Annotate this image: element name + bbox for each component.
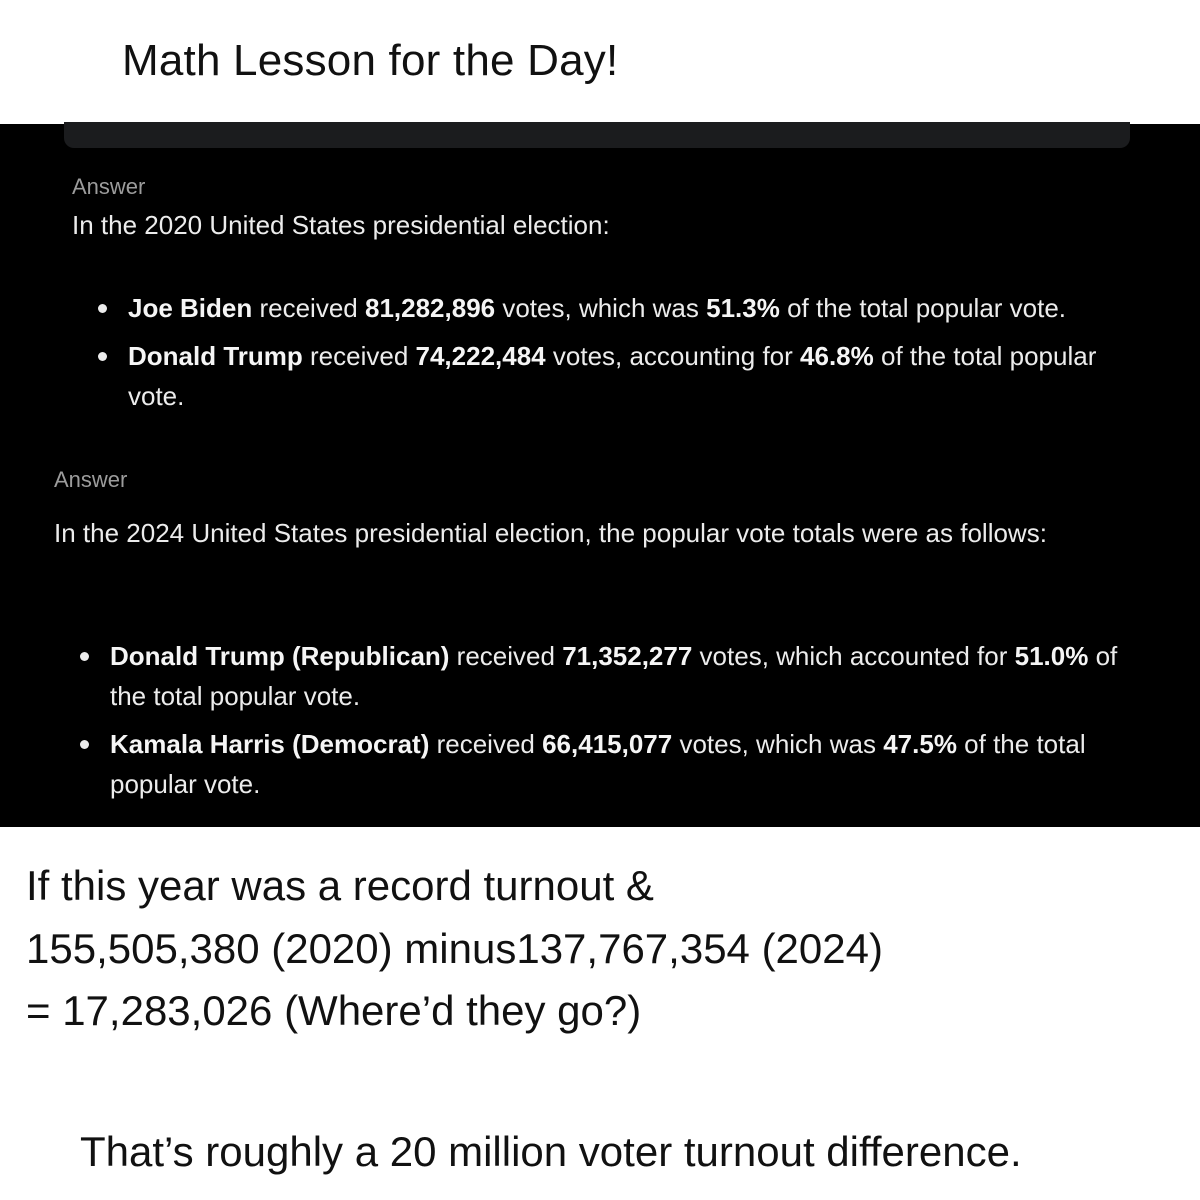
vote-count: 71,352,277	[562, 641, 693, 671]
answer-list	[78, 636, 1138, 812]
bullet-icon	[80, 652, 89, 661]
bullet-icon	[98, 352, 107, 361]
text: received	[302, 341, 416, 371]
candidate-name: Kamala Harris (Democrat)	[110, 729, 430, 759]
list-item	[96, 336, 1126, 416]
text: received	[429, 729, 543, 759]
answer-panel-2020	[0, 124, 1200, 494]
answer-label-cropped: Answer	[54, 467, 128, 492]
answer-label: Answer	[72, 174, 146, 199]
text: of the total popular vote.	[110, 729, 1086, 799]
vote-percent: 51.3%	[706, 293, 780, 323]
bullet-icon	[98, 304, 107, 313]
text: votes, which accounted for	[692, 641, 1015, 671]
answer-panel-2024	[0, 467, 1200, 827]
text: of the total popular vote.	[128, 341, 1097, 411]
text: of the total popular vote.	[779, 293, 1067, 323]
text: received	[449, 641, 563, 671]
vote-count: 81,282,896	[364, 293, 496, 323]
list-item	[78, 636, 1138, 716]
vote-percent: 51.0%	[1014, 641, 1089, 671]
answer-intro: In the 2024 United States presidential election, the popular vote totals were as follows:	[54, 518, 1047, 548]
answer-intro: In the 2020 United States presidential election:	[72, 210, 610, 240]
vote-count: 74,222,484	[415, 341, 546, 371]
vote-percent: 47.5%	[883, 729, 957, 759]
vote-percent: 46.8%	[800, 341, 874, 371]
candidate-name: Donald Trump (Republican)	[110, 641, 450, 671]
note-line: If this year was a record turnout &	[26, 862, 654, 909]
candidate-name: Joe Biden	[128, 293, 253, 323]
page-title: Math Lesson for the Day!	[122, 36, 619, 85]
candidate-name: Donald Trump	[128, 341, 303, 371]
answer-list	[96, 288, 1126, 424]
vote-count: 66,415,077	[542, 729, 673, 759]
bullet-icon	[80, 740, 89, 749]
note-line: = 17,283,026 (Where’d they go?)	[26, 987, 642, 1034]
list-item	[96, 288, 1126, 328]
text: votes, which was	[672, 729, 884, 759]
text: of the total popular vote.	[110, 641, 1118, 711]
footer-note: That’s roughly a 20 million voter turnout difference.	[80, 1128, 1022, 1175]
text: votes, accounting for	[545, 341, 801, 371]
text: votes, which was	[495, 293, 707, 323]
input-bar-edge	[64, 122, 1130, 148]
list-item	[78, 724, 1138, 804]
note-line: 155,505,380 (2020) minus137,767,354 (2024)	[26, 925, 883, 972]
text: received	[252, 293, 365, 323]
